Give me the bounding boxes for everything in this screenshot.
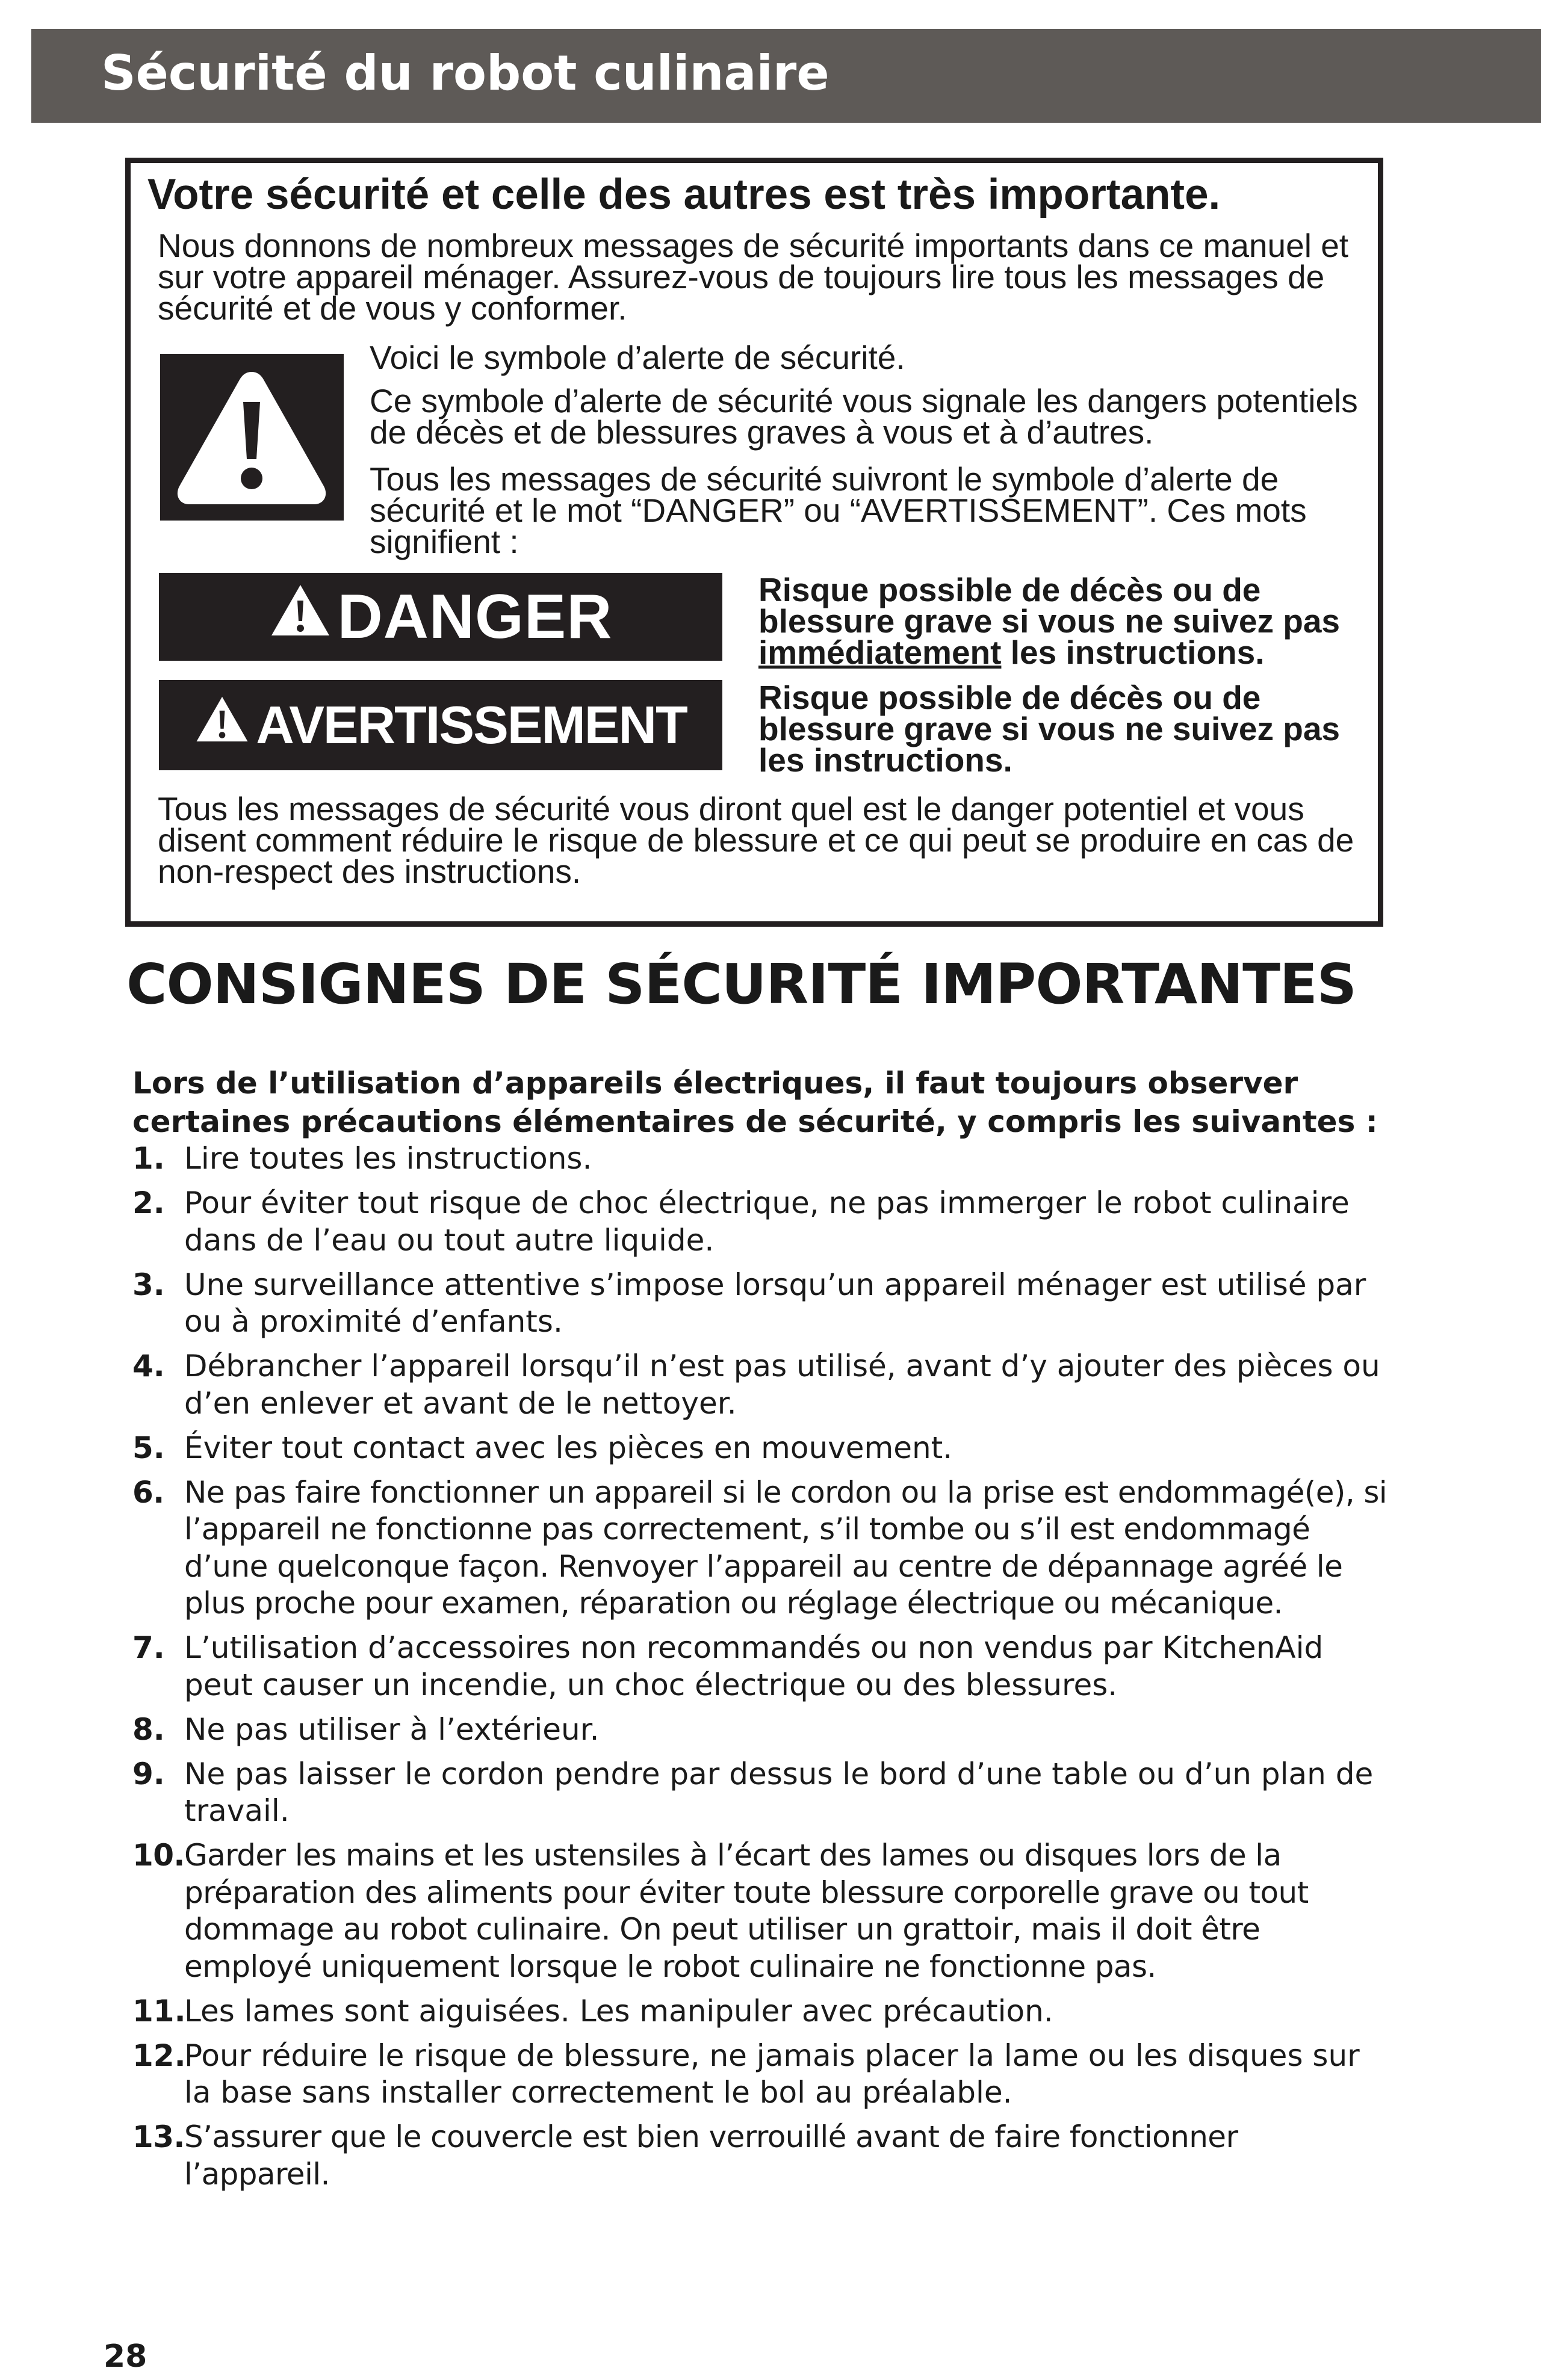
page-title: Sécurité du robot culinaire (101, 45, 829, 101)
item-text: Pour éviter tout risque de choc électrique, ne pas immerger le robot culinaire dans de l’eau ou tout autre liquide. (184, 1185, 1350, 1258)
item-text: Garder les mains et les ustensiles à l’écart des lames ou disques lors de la préparation des aliments pour éviter toute blessure corporelle grave ou tout dommage au robot culinaire. On peut utiliser un grattoir, mais il doit être employé uniquement lorsque le robot culinaire ne fonctionne pas. (184, 1838, 1309, 1984)
safety-alert-symbol-icon (160, 354, 344, 521)
item-text: L’utilisation d’accessoires non recommandés ou non vendus par KitchenAid peut causer un incendie, un choc électrique ou des blessures. (184, 1630, 1324, 1702)
item-number: 1. (132, 1141, 165, 1176)
danger-description (758, 571, 1372, 671)
list-item (132, 1430, 1391, 1467)
list-item (132, 1711, 1391, 1749)
page-number: 28 (104, 2338, 147, 2375)
list-item (132, 2119, 1391, 2193)
safety-intro: Nous donnons de nombreux messages de sécurité importants dans ce manuel et sur votre appareil ménager. Assurez-vous de toujours lire tous les messages de sécurité et de vous y conformer. (158, 227, 1349, 327)
list-item (132, 1267, 1391, 1341)
item-number: 8. (132, 1711, 165, 1747)
danger-desc-emphasis: immédiatement (758, 634, 1002, 671)
symbol-description: Ce symbole d’alerte de sécurité vous signale les dangers potentiels de décès et de blessures graves à vous et à d’autres. (370, 382, 1358, 451)
danger-desc-end: les instructions. (1010, 634, 1265, 671)
danger-label: DANGER (337, 581, 613, 652)
item-number: 13. (132, 2119, 185, 2154)
list-item (132, 1630, 1391, 1704)
section-heading: CONSIGNES DE SÉCURITÉ IMPORTANTES (126, 952, 1356, 1016)
item-text: Les lames sont aiguisées. Les manipuler avec précaution. (184, 1993, 1053, 2029)
warning-label: AVERTISSEMENT (256, 695, 687, 755)
list-item (132, 1837, 1391, 1985)
list-item (132, 1140, 1391, 1178)
item-number: 12. (132, 2038, 186, 2073)
item-text: Débrancher l’appareil lorsqu’il n’est pas utilisé, avant d’y ajouter des pièces ou d’en enlever et avant de le nettoyer. (184, 1349, 1380, 1421)
item-text: Ne pas laisser le cordon pendre par dessus le bord d’une table ou d’un plan de travail. (184, 1756, 1374, 1828)
list-item (132, 1348, 1391, 1422)
warning-badge (159, 680, 722, 770)
item-number: 5. (132, 1430, 165, 1465)
item-text: Ne pas faire fonctionner un appareil si le cordon ou la prise est endommagé(e), si l’appareil ne fonctionne pas correctement, s’il tombe ou s’il est endommagé d’une quelconque façon. Renvoyer l’appareil au centre de dépannage agréé le plus proche pour examen, réparation ou réglage électrique ou mécanique. (184, 1474, 1388, 1621)
list-item (132, 1756, 1391, 1830)
warning-triangle-icon (269, 581, 332, 653)
item-number: 3. (132, 1267, 165, 1302)
warning-description: Risque possible de décès ou de blessure grave si vous ne suivez pas les instructions. (758, 679, 1341, 779)
safety-box-title: Votre sécurité et celle des autres est très importante. (147, 171, 1221, 218)
safety-instructions-list (132, 1140, 1391, 2201)
item-number: 2. (132, 1185, 165, 1220)
item-text: S’assurer que le couvercle est bien verrouillé avant de faire fonctionner l’appareil. (184, 2119, 1238, 2192)
safety-box-footer: Tous les messages de sécurité vous diront quel est le danger potentiel et vous disent comment réduire le risque de blessure et ce qui peut se produire en cas de non-respect des instructions. (158, 790, 1354, 890)
item-number: 11. (132, 1993, 186, 2029)
item-number: 6. (132, 1474, 164, 1510)
list-item (132, 1993, 1391, 2030)
signal-words-intro: Tous les messages de sécurité suivront le symbole d’alerte de sécurité et le mot “DANGER” ou “AVERTISSEMENT”. Ces mots signifient : (370, 460, 1307, 560)
item-text: Lire toutes les instructions. (184, 1141, 592, 1176)
item-text: Pour réduire le risque de blessure, ne jamais placer la lame ou les disques sur la base sans installer correctement le bol au préalable. (184, 2038, 1360, 2110)
warning-triangle-icon (194, 694, 250, 756)
list-item (132, 1474, 1391, 1622)
item-text: Une surveillance attentive s’impose lorsqu’un appareil ménager est utilisé par ou à proximité d’enfants. (184, 1267, 1366, 1339)
item-text: Ne pas utiliser à l’extérieur. (184, 1711, 600, 1747)
item-number: 10. (132, 1838, 185, 1873)
symbol-line: Voici le symbole d’alerte de sécurité. (370, 339, 905, 376)
list-item (132, 1185, 1391, 1259)
item-number: 7. (132, 1630, 165, 1665)
list-item (132, 2038, 1391, 2112)
danger-badge (159, 573, 722, 661)
section-lead: Lors de l’utilisation d’appareils électriques, il faut toujours observer certaines précautions élémentaires de sécurité, y compris les suivantes : (132, 1066, 1378, 1139)
danger-desc-start: Risque possible de décès ou de blessure grave si vous ne suivez pas (758, 571, 1341, 640)
item-number: 9. (132, 1756, 165, 1791)
item-text: Éviter tout contact avec les pièces en mouvement. (184, 1430, 953, 1465)
item-number: 4. (132, 1349, 165, 1383)
